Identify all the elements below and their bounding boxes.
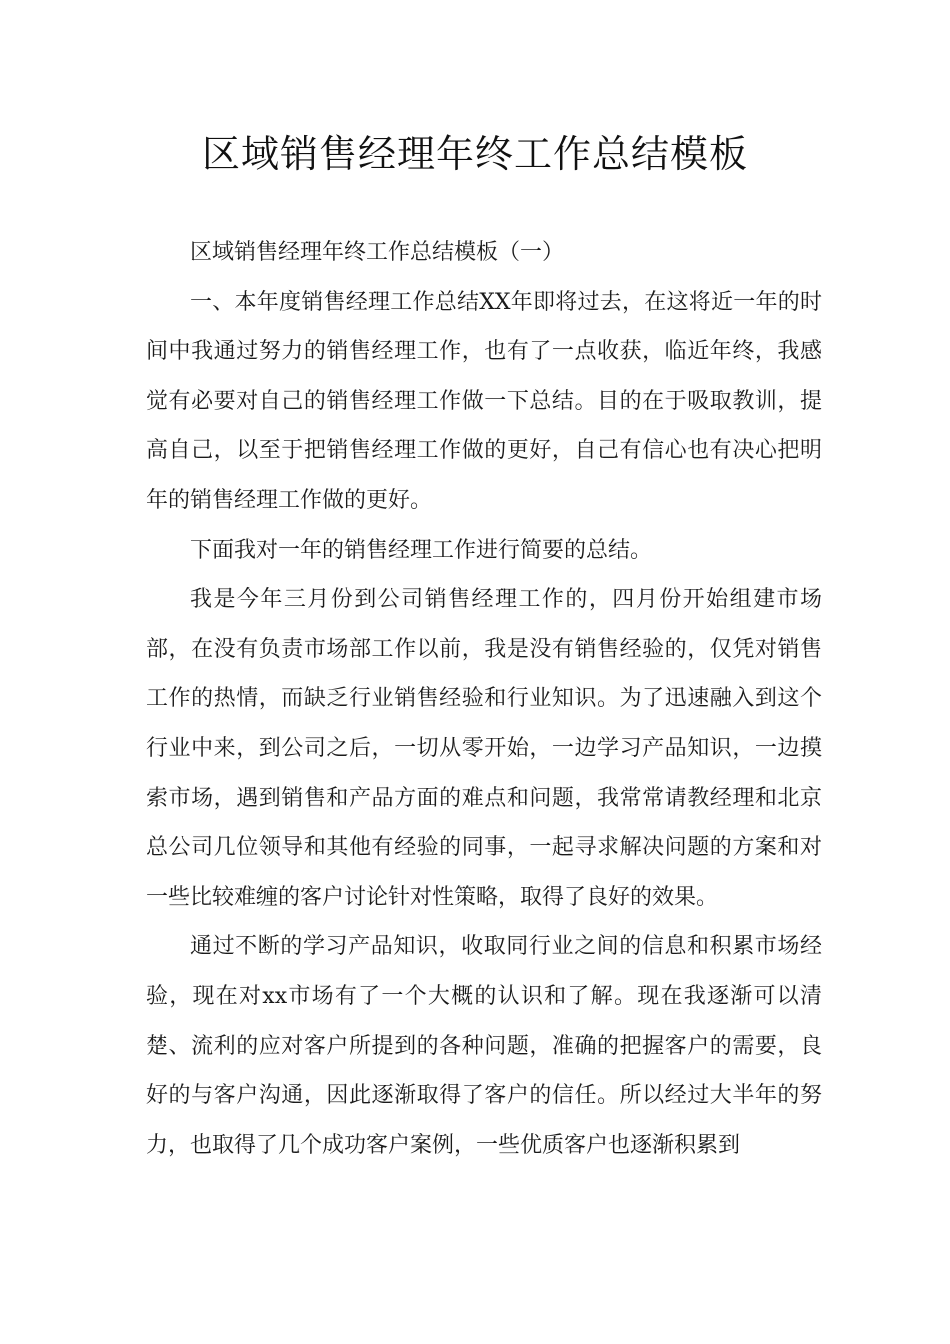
paragraph-3: 我是今年三月份到公司销售经理工作的，四月份开始组建市场部，在没有负责市场部工作以前，我是没有销售经验的，仅凭对销售工作的热情，而缺乏行业销售经验和行业知识。为了迅速融入到这个行业中来，到公司之后，一切从零开始，一边学习产品知识，一边摸索市场，遇到销售和产品方面的难点和问题，我常常请教经理和北京总公司几位领导和其他有经验的同事，一起寻求解决问题的方案和对一些比较难缠的客户讨论针对性策略，取得了良好的效果。: [146, 587, 822, 910]
document-title: 区域销售经理年终工作总结模板: [201, 132, 748, 176]
document-body: [146, 228, 822, 1170]
paragraph-1: 一、本年度销售经理工作总结XX年即将过去，在这将近一年的时间中我通过努力的销售经理工作，也有了一点收获，临近年终，我感觉有必要对自己的销售经理工作做一下总结。目的在于吸取教训，提高自己，以至于把销售经理工作做的更好，自己有信心也有决心把明年的销售经理工作做的更好。: [146, 289, 822, 513]
paragraph-4: 通过不断的学习产品知识，收取同行业之间的信息和积累市场经验，现在对xx市场有了一个大概的认识和了解。现在我逐渐可以清楚、流利的应对客户所提到的各种问题，准确的把握客户的需要，良好的与客户沟通，因此逐渐取得了客户的信任。所以经过大半年的努力，也取得了几个成功客户案例，一些优质客户也逐渐积累到: [146, 934, 822, 1158]
paragraph-2: 下面我对一年的销售经理工作进行简要的总结。: [190, 537, 653, 563]
subtitle-paragraph: 区域销售经理年终工作总结模板（一）: [190, 240, 565, 265]
